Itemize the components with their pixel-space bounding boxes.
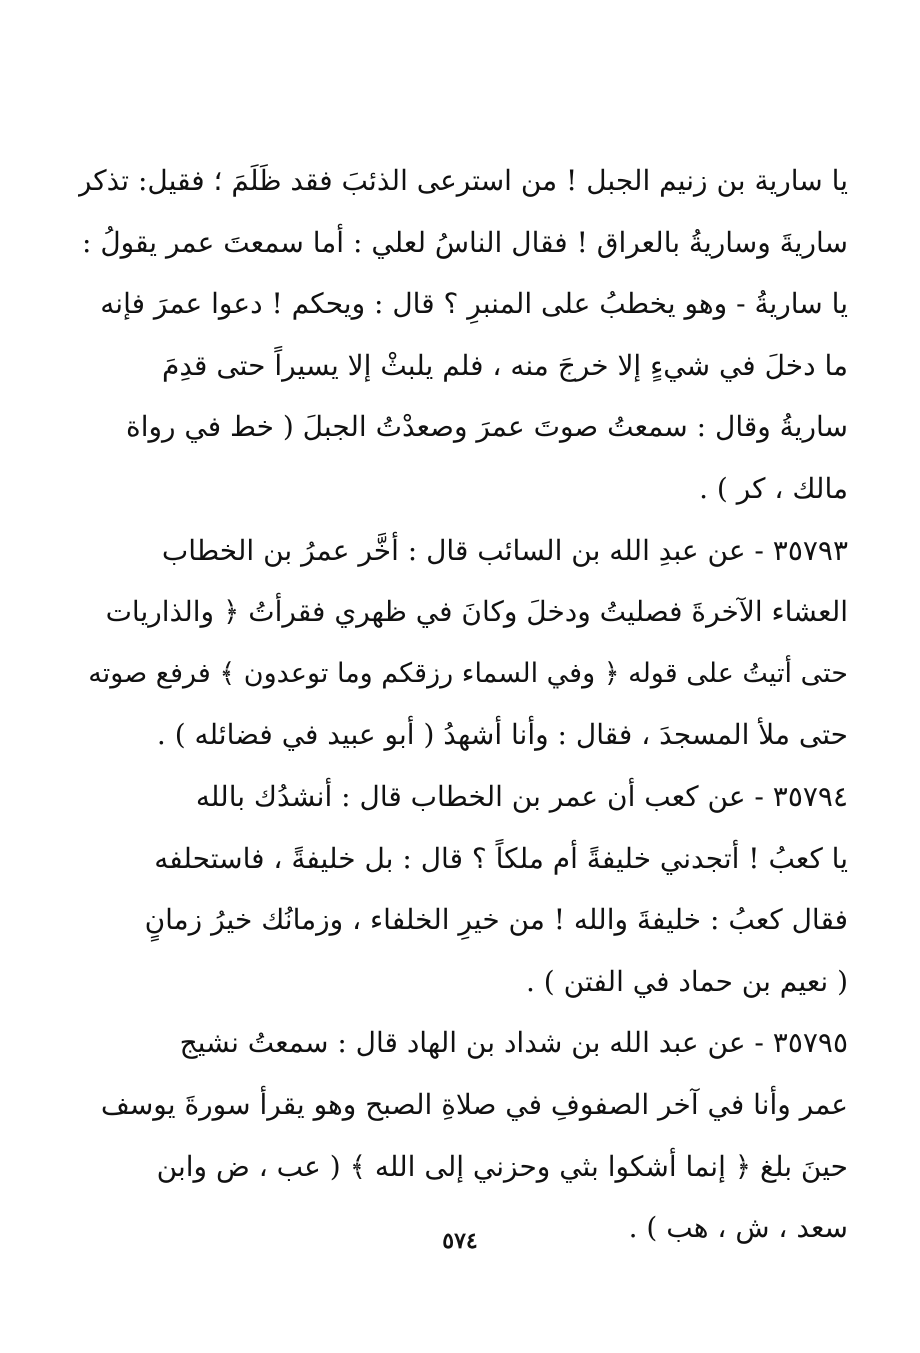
text-line: سعد ، ش ، هب ) .: [628, 1211, 848, 1245]
text-line: مالك ، كر ) .: [699, 471, 848, 505]
text-line: يا ساريةُ - وهو يخطبُ على المنبرِ ؟ قال : ويحكم ! دعوا عمرَ فإنه: [100, 287, 848, 321]
text-line: ( نعيم بن حماد في الفتن ) .: [526, 964, 848, 998]
hadith-35794-line: ٣٥٧٩٤ - عن كعب أن عمر بن الخطاب قال : أنشدُك بالله: [195, 779, 848, 813]
text-line: حتى أتيتُ على قوله ﴿ وفي السماء رزقكم وما توعدون ﴾ فرفع صوته: [88, 657, 848, 689]
hadith-35793-line: ٣٥٧٩٣ - عن عبدِ الله بن السائب قال : أخَّر عمرُ بن الخطاب: [161, 533, 848, 567]
text-line: ساريةُ وقال : سمعتُ صوتَ عمرَ وصعدْتُ الجبلَ ( خط في رواة: [126, 410, 848, 444]
text-line: ما دخلَ في شيءٍ إلا خرجَ منه ، فلم يلبثْ إلا يسيراً حتى قدِمَ: [162, 348, 848, 382]
text-line: فقال كعبُ : خليفةَ والله ! من خيرِ الخلفاء ، وزمانُك خيرُ زمانٍ: [144, 903, 848, 937]
text-line: ساريةَ وساريةُ بالعراق ! فقال الناسُ لعلي : أما سمعتَ عمر يقولُ :: [81, 225, 848, 259]
text-line: يا سارية بن زنيم الجبل ! من استرعى الذئبَ فقد ظَلَمَ ؛ فقيل: تذكر: [78, 164, 848, 197]
body-text: [78, 150, 848, 1259]
hadith-35795-line: ٣٥٧٩٥ - عن عبد الله بن شداد بن الهاد قال : سمعتُ نشيج: [179, 1026, 848, 1060]
text-line: حينَ بلغ ﴿ إنما أشكوا بثي وحزني إلى الله ﴾ ( عب ، ض وابن: [156, 1149, 848, 1183]
text-line: حتى ملأ المسجدَ ، فقال : وأنا أشهدُ ( أبو عبيد في فضائله ) .: [156, 718, 848, 752]
text-line: العشاء الآخرةَ فصليتُ ودخلَ وكانَ في ظهري فقرأتُ ﴿ والذاريات: [105, 595, 848, 629]
page-number: ٥٧٤: [442, 1228, 478, 1254]
text-line: عمر وأنا في آخر الصفوفِ في صلاةِ الصبح وهو يقرأ سورةَ يوسف: [100, 1087, 848, 1121]
text-line: يا كعبُ ! أتجدني خليفةً أم ملكاً ؟ قال : بل خليفةً ، فاستحلفه: [154, 841, 848, 875]
